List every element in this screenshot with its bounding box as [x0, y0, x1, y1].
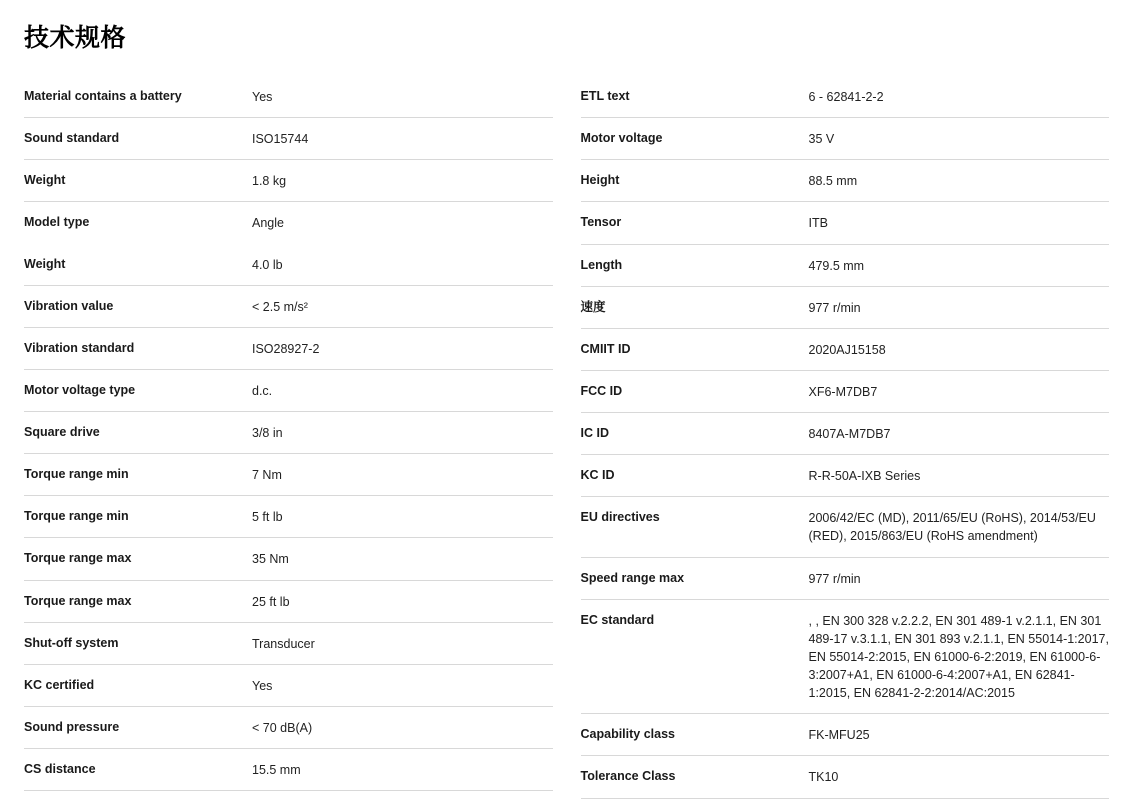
spec-value: < 70 dB(A)	[252, 720, 313, 735]
spec-label: KC ID	[580, 468, 615, 483]
spec-value: 35 V	[808, 132, 835, 147]
spec-label: KC certified	[24, 677, 95, 692]
spec-value: 25 ft lb	[252, 594, 290, 609]
spec-row	[581, 714, 1110, 756]
spec-label: Weight	[24, 173, 66, 188]
spec-label: Material contains a battery	[24, 89, 182, 103]
spec-value: 1.8 kg	[252, 174, 287, 189]
spec-label: Capability class	[580, 727, 675, 742]
spec-row	[581, 558, 1110, 600]
spec-value: 5 ft lb	[252, 510, 283, 525]
spec-value: 479.5 mm	[808, 258, 865, 273]
spec-row	[24, 286, 553, 328]
spec-value: ITB	[808, 216, 828, 231]
spec-label: Vibration value	[24, 298, 114, 313]
spec-label: Torque range min	[24, 509, 129, 524]
spec-value: FK-MFU25	[808, 728, 870, 743]
spec-row	[581, 118, 1110, 160]
spec-label: Tolerance Class	[580, 769, 676, 784]
spec-row	[581, 287, 1110, 329]
spec-row	[581, 413, 1110, 455]
spec-row	[581, 76, 1110, 118]
spec-value: 35 Nm	[252, 552, 289, 567]
spec-row	[581, 202, 1110, 244]
spec-row	[24, 160, 553, 202]
spec-value: ISO28927-2	[252, 341, 320, 356]
spec-label: ETL text	[580, 89, 630, 103]
spec-row	[581, 497, 1110, 557]
spec-row	[24, 623, 553, 665]
spec-label: Height	[580, 173, 620, 188]
spec-label: Speed range max	[580, 570, 685, 585]
spec-value: TK10	[808, 770, 839, 785]
spec-label: Square drive	[24, 425, 100, 439]
spec-label: Torque range max	[24, 551, 132, 566]
spec-label: Torque range max	[24, 593, 132, 608]
spec-row	[24, 496, 553, 538]
spec-value: 977 r/min	[808, 300, 861, 315]
spec-label: Vibration standard	[24, 340, 135, 355]
spec-column-left	[24, 76, 553, 791]
spec-value: XF6-M7DB7	[808, 384, 878, 399]
spec-row	[24, 749, 553, 791]
spec-value: 8407A-M7DB7	[808, 427, 891, 441]
spec-value: 6 - 62841-2-2	[808, 90, 884, 104]
spec-row	[581, 160, 1110, 202]
spec-row	[581, 245, 1110, 287]
spec-label: 速度	[580, 299, 606, 314]
spec-row	[581, 329, 1110, 371]
spec-label: Motor voltage	[580, 131, 663, 146]
spec-value: 88.5 mm	[808, 174, 858, 189]
spec-row	[24, 118, 553, 160]
spec-value: R-R-50A-IXB Series	[808, 469, 921, 484]
spec-label: IC ID	[580, 426, 609, 440]
spec-value: Yes	[252, 678, 273, 693]
spec-row	[581, 756, 1110, 798]
spec-row	[581, 371, 1110, 413]
spec-value: 15.5 mm	[252, 763, 301, 777]
spec-value: 7 Nm	[252, 468, 282, 483]
spec-label: Motor voltage type	[24, 382, 136, 397]
spec-value: ISO15744	[252, 132, 309, 147]
spec-label: Torque range min	[24, 467, 129, 482]
spec-row	[24, 328, 553, 370]
spec-value: 4.0 lb	[252, 257, 283, 272]
spec-value: Transducer	[252, 636, 315, 651]
spec-label: CMIIT ID	[580, 341, 631, 356]
spec-label: CS distance	[24, 762, 96, 776]
spec-row	[24, 76, 553, 118]
spec-value: d.c.	[252, 383, 273, 398]
spec-label: Sound pressure	[24, 719, 120, 734]
spec-value: 2020AJ15158	[808, 342, 886, 357]
spec-row	[24, 454, 553, 496]
spec-value: Angle	[252, 216, 284, 231]
spec-value: < 2.5 m/s²	[252, 299, 308, 314]
spec-label: Length	[580, 257, 623, 272]
spec-row	[24, 707, 553, 749]
spec-label: FCC ID	[580, 383, 623, 398]
page-title: 技术规格	[24, 24, 127, 52]
spec-value: 3/8 in	[252, 426, 283, 440]
spec-row	[24, 202, 553, 243]
spec-label: EU directives	[580, 510, 660, 525]
spec-row	[581, 600, 1110, 715]
spec-row	[24, 665, 553, 707]
spec-label: EC standard	[580, 612, 655, 627]
spec-label: Tensor	[580, 215, 622, 230]
spec-label: Shut-off system	[24, 635, 119, 650]
spec-value: , , EN 300 328 v.2.2.2, EN 301 489-1 v.2.1.1, EN 301 489-17 v.3.1.1, EN 301 893 v.2.1.1, EN 55014-1:2017, EN 55014-2:2015, EN 61000-6-2:2019, EN 61000-6-3:2007+A1, EN 61000-6-4:2007+A1, EN 62841-1:2015, EN 62841-2-2:2014/AC:2015	[808, 613, 1109, 701]
spec-value: 977 r/min	[808, 571, 861, 586]
spec-label: Model type	[24, 215, 90, 230]
spec-row	[24, 370, 553, 412]
spec-columns	[24, 76, 1109, 799]
spec-value: 2006/42/EC (MD), 2011/65/EU (RoHS), 2014/53/EU (RED), 2015/863/EU (RoHS amendment)	[808, 511, 1096, 544]
spec-row	[24, 538, 553, 580]
spec-row	[24, 581, 553, 623]
spec-row	[24, 244, 553, 286]
spec-row	[581, 455, 1110, 497]
spec-label: Sound standard	[24, 131, 120, 146]
spec-column-right	[581, 76, 1110, 799]
spec-row	[24, 412, 553, 454]
spec-label: Weight	[24, 256, 66, 271]
spec-value: Yes	[252, 90, 273, 104]
